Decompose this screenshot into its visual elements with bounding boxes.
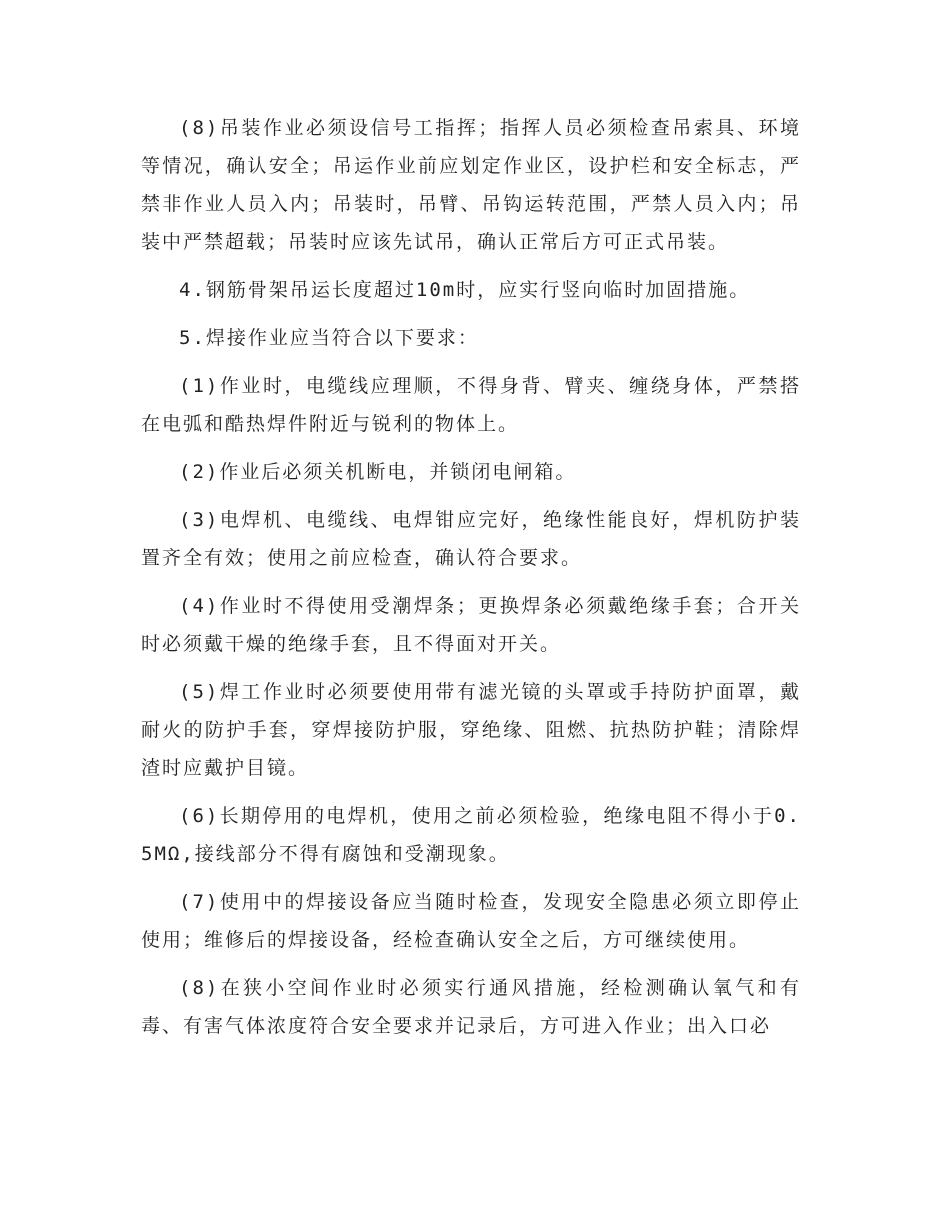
paragraph-welding-equipment-check: (3)电焊机、电缆线、电焊钳应完好，绝缘性能良好，焊机防护装置齐全有效；使用之前应检查，确认符合要求。 xyxy=(141,509,801,569)
paragraph-welding-requirements-heading: 5.焊接作业应当符合以下要求： xyxy=(179,327,479,349)
paragraph-idle-welder-inspection: (6)长期停用的电焊机，使用之前必须检验，绝缘电阻不得小于0.5MΩ,接线部分不得有腐蚀和受潮现象。 xyxy=(141,805,801,865)
paragraph-inuse-equipment-check: (7)使用中的焊接设备应当随时检查，发现安全隐患必须立即停止使用；维修后的焊接设备，经检查确认安全之后，方可继续使用。 xyxy=(141,891,801,951)
paragraph-lifting-signal: (8)吊装作业必须设信号工指挥；指挥人员必须检查吊索具、环境等情况，确认安全；吊运作业前应划定作业区，设护栏和安全标志，严禁非作业人员入内；吊装时，吊臂、吊钩运转范围，严禁人员入内；吊装中严禁超载；吊装时应该先试吊，确认正常后方可正式吊装。 xyxy=(141,117,801,253)
paragraph-welding-cable: (1)作业时，电缆线应理顺，不得身背、臂夹、缠绕身体，严禁搭在电弧和酷热焊件附近与锐利的物体上。 xyxy=(141,375,801,435)
document-body xyxy=(141,109,801,1055)
paragraph-rebar-cage-reinforcement: 4.钢筋骨架吊运长度超过10m时，应实行竖向临时加固措施。 xyxy=(179,279,751,301)
paragraph-welding-rod-gloves: (4)作业时不得使用受潮焊条；更换焊条必须戴绝缘手套；合开关时必须戴干燥的绝缘手套，且不得面对开关。 xyxy=(141,595,801,655)
paragraph-welding-ppe: (5)焊工作业时必须要使用带有滤光镜的头罩或手持防护面罩，戴耐火的防护手套，穿焊接防护服，穿绝缘、阻燃、抗热防护鞋；清除焊渣时应戴护目镜。 xyxy=(141,681,801,779)
paragraph-confined-space: (8)在狭小空间作业时必须实行通风措施，经检测确认氧气和有毒、有害气体浓度符合安全要求并记录后，方可进入作业；出入口必 xyxy=(141,977,801,1037)
paragraph-welding-power-off: (2)作业后必须关机断电，并锁闭电闸箱。 xyxy=(179,461,577,483)
